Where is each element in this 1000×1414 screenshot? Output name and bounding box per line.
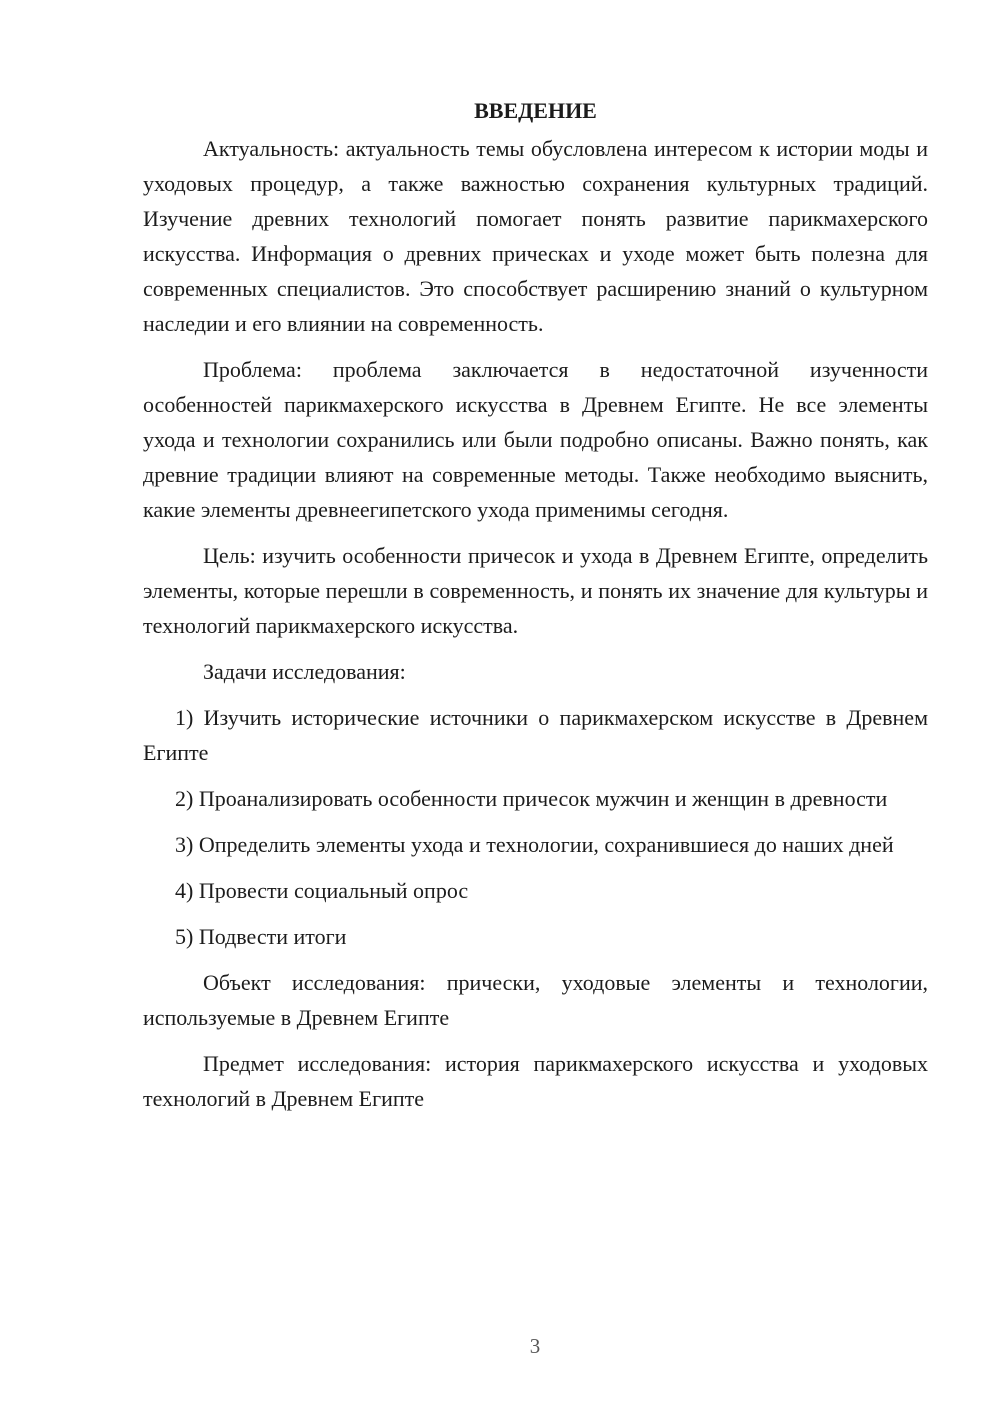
paragraph-problem: Проблема: проблема заключается в недостаточной изученности особенностей парикмахерского искусства в Древнем Египте. Не все элементы ухода и технологии сохранились или были подробно описаны. Важно понять, как древние традиции влияют на современные методы. Также необходимо выяснить, какие элементы древнеегипетского ухода применимы сегодня. (143, 357, 928, 522)
page-content (143, 93, 928, 1127)
task-item-1: 1) Изучить исторические источники о парикмахерском искусстве в Древнем Египте (143, 705, 928, 765)
paragraph-object: Объект исследования: прически, уходовые элементы и технологии, используемые в Древнем Египте (143, 970, 928, 1030)
paragraph-relevance: Актуальность: актуальность темы обусловлена интересом к истории моды и уходовых процедур, а также важностью сохранения культурных традиций. Изучение древних технологий помогает понять развитие парикмахерского искусства. Информация о древних прическах и уходе может быть полезна для современных специалистов. Это способствует расширению знаний о культурном наследии и его влиянии на современность. (143, 136, 928, 336)
section-title: ВВЕДЕНИЕ (474, 98, 597, 123)
paragraph-goal: Цель: изучить особенности причесок и ухода в Древнем Египте, определить элементы, которые перешли в современность, и понять их значение для культуры и технологий парикмахерского искусства. (143, 543, 928, 638)
task-item-4: 4) Провести социальный опрос (175, 878, 469, 903)
page-number: 3 (529, 1334, 541, 1358)
task-item-3: 3) Определить элементы ухода и технологии, сохранившиеся до наших дней (175, 832, 894, 857)
task-item-2: 2) Проанализировать особенности причесок мужчин и женщин в древности (175, 786, 888, 811)
paragraph-subject: Предмет исследования: история парикмахерского искусства и уходовых технологий в Древнем Египте (143, 1051, 928, 1111)
task-item-5: 5) Подвести итоги (175, 924, 347, 949)
tasks-heading: Задачи исследования: (203, 659, 406, 684)
